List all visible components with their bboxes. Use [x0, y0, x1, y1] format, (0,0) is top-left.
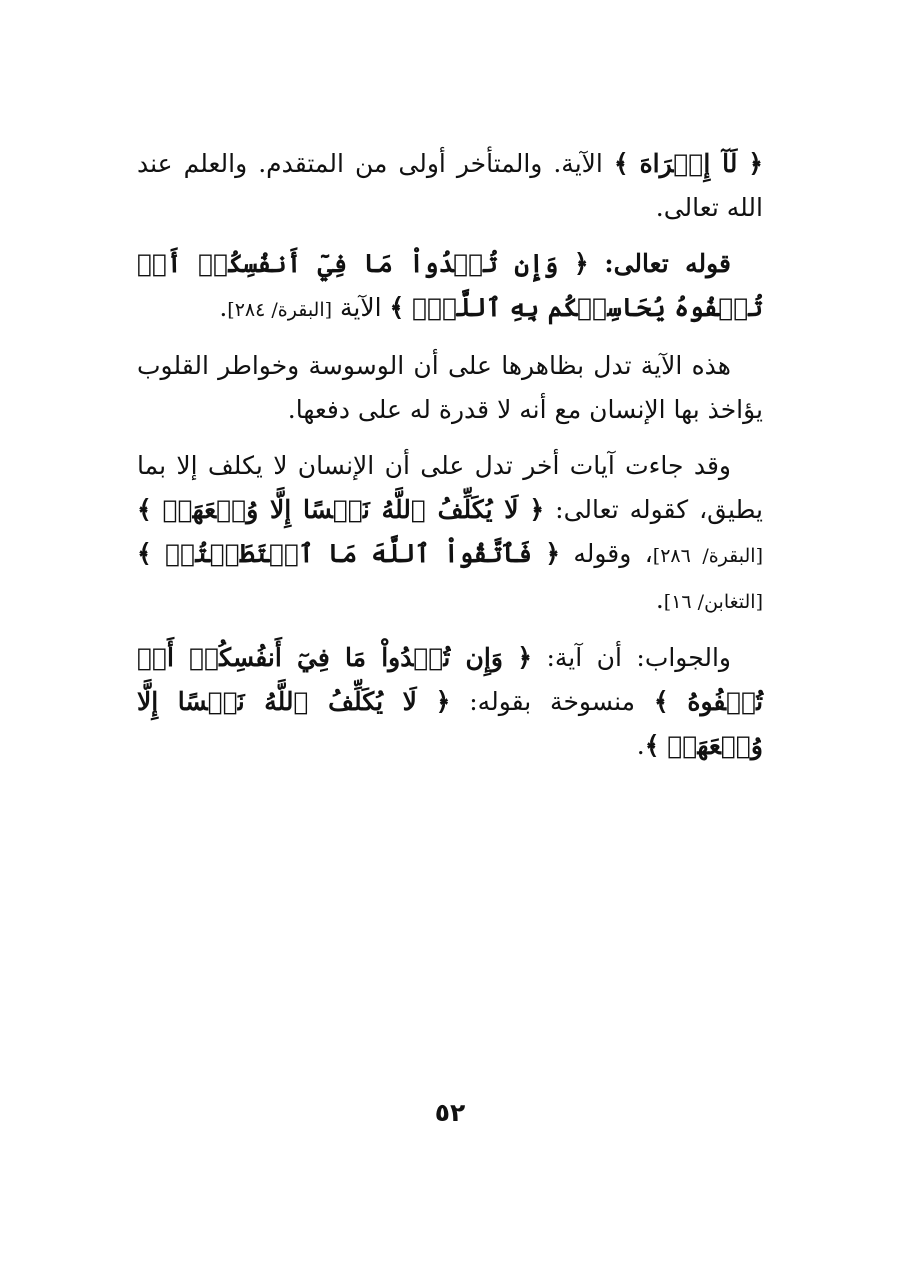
paragraph-text: وقد جاءت آيات أخر تدل على أن الإنسان لا يكلف إلا بما يطيق، كقوله تعالى:	[137, 451, 764, 524]
verse-reference: [التغابن/ ١٦]	[663, 591, 763, 613]
paragraph-4	[137, 444, 763, 624]
verse-reference: [البقرة/ ٢٨٤]	[227, 299, 333, 321]
paragraph-text: منسوخة بقوله:	[469, 687, 636, 716]
lead-phrase: قوله تعالى:	[604, 249, 731, 278]
verse-close-bracket: ﴾	[137, 495, 152, 524]
paragraph-5	[137, 636, 763, 768]
verse-close-bracket: ﴾	[613, 149, 629, 178]
quran-verse: وَإِن تُبۡدُواْ مَا فِيٓ أَنفُسِكُمۡ أَوۡ تُخۡفُوهُ يُحَاسِبۡكُم بِهِ ٱللَّهُۖ	[137, 249, 763, 322]
quran-verse: لَا يُكَلِّفُ ٱللَّهُ نَفۡسًا إِلَّا وُسۡعَهَاۚ	[137, 687, 763, 760]
page-number: ٥٢	[434, 1098, 466, 1127]
quran-verse: وَإِن تُبۡدُواْ مَا فِيٓ أَنفُسِكُمۡ أَوۡ تُخۡفُوهُ	[137, 643, 764, 716]
verse-open-bracket: ﴿	[517, 643, 533, 672]
sentence-end: .	[636, 731, 645, 760]
quran-verse: لَآ إِكۡرَاهَ	[639, 149, 738, 178]
quran-verse: لَا يُكَلِّفُ ٱللَّهُ نَفۡسًا إِلَّا وُسۡعَهَاۚ	[162, 495, 519, 524]
verse-close-bracket: ﴾	[137, 539, 152, 568]
paragraph-3	[137, 344, 763, 432]
verse-open-bracket: ﴿	[529, 495, 545, 524]
sentence-end: .	[219, 293, 228, 322]
verse-close-bracket: ﴾	[389, 293, 405, 322]
paragraph-text: الآية. والمتأخر أولى من المتقدم. والعلم عند الله تعالى.	[137, 149, 763, 222]
verse-open-bracket: ﴿	[545, 539, 560, 568]
verse-close-bracket: ﴾	[644, 731, 660, 760]
verse-close-bracket: ﴾	[653, 687, 669, 716]
paragraph-text: والجواب: أن آية:	[546, 643, 731, 672]
quran-verse: فَٱتَّقُواْ ٱللَّهَ مَا ٱسۡتَطَعۡتُمۡ	[165, 539, 532, 568]
paragraph-text: هذه الآية تدل بظاهرها على أن الوسوسة وخواطر القلوب يؤاخذ بها الإنسان مع أنه لا قدرة له على دفعها.	[137, 351, 763, 424]
sentence-end: .	[655, 585, 664, 614]
verse-open-bracket: ﴿	[748, 149, 764, 178]
paragraph-1	[137, 142, 763, 230]
paragraph-text: ، وقوله	[573, 539, 653, 568]
verse-open-bracket: ﴿	[573, 249, 589, 278]
verse-reference: [البقرة/ ٢٨٦]	[652, 545, 763, 567]
verse-open-bracket: ﴿	[435, 687, 451, 716]
paragraph-2	[137, 242, 763, 332]
page-body	[137, 142, 763, 780]
paragraph-text: الآية	[340, 293, 382, 322]
